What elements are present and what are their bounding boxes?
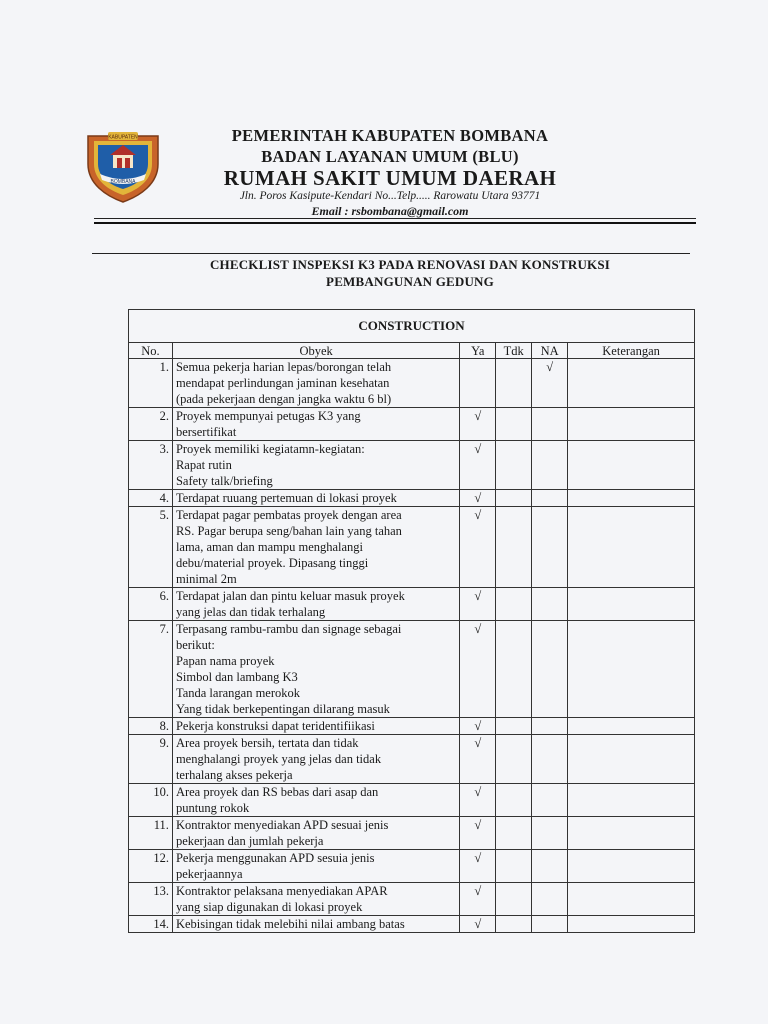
- row-number: 12.: [129, 850, 173, 883]
- row-keterangan: [568, 718, 695, 735]
- obyek-line: Pekerja menggunakan APD sesuia jenis: [175, 851, 375, 865]
- letterhead-address: Jln. Poros Kasipute-Kendari No...Telp..... Rarowatu Utara 93771: [239, 190, 541, 202]
- row-obyek: [172, 588, 459, 621]
- row-obyek: [172, 817, 459, 850]
- obyek-line: terhalang akses pekerja: [175, 768, 293, 782]
- obyek-line: lama, aman dan mampu menghalangi: [175, 540, 364, 554]
- letterhead-government: PEMERINTAH KABUPATEN BOMBANA: [231, 126, 549, 145]
- row-tdk-check: [496, 735, 532, 784]
- row-obyek: [172, 490, 459, 507]
- obyek-line: pekerjaan dan jumlah pekerja: [175, 834, 324, 848]
- emblem-top-text: KABUPATEN: [108, 134, 138, 141]
- obyek-line: Terpasang rambu-rambu dan signage sebagai: [175, 622, 402, 636]
- obyek-line: mendapat perlindungan jaminan kesehatan: [175, 376, 390, 390]
- row-ya-check: √: [460, 588, 496, 621]
- obyek-line: minimal 2m: [175, 572, 237, 586]
- row-obyek: [172, 718, 459, 735]
- row-ya-check: √: [460, 735, 496, 784]
- obyek-line: menghalangi proyek yang jelas dan tidak: [175, 752, 382, 766]
- row-na-check: [532, 916, 568, 933]
- row-ya-check: √: [460, 883, 496, 916]
- row-tdk-check: [496, 507, 532, 588]
- row-number: 7.: [129, 621, 173, 718]
- row-number: 4.: [129, 490, 173, 507]
- col-header-tdk: Tdk: [496, 343, 532, 359]
- table-row: [129, 817, 695, 850]
- obyek-line: Yang tidak berkepentingan dilarang masuk: [175, 702, 390, 716]
- row-ya-check: √: [460, 916, 496, 933]
- table-section-title: CONSTRUCTION: [129, 310, 695, 343]
- row-number: 8.: [129, 718, 173, 735]
- row-tdk-check: [496, 850, 532, 883]
- obyek-line: Kontraktor menyediakan APD sesuai jenis: [175, 818, 389, 832]
- row-tdk-check: [496, 817, 532, 850]
- row-keterangan: [568, 408, 695, 441]
- row-ya-check: √: [460, 507, 496, 588]
- row-obyek: [172, 850, 459, 883]
- table-row: [129, 441, 695, 490]
- row-ya-check: [460, 359, 496, 408]
- row-keterangan: [568, 621, 695, 718]
- row-na-check: [532, 718, 568, 735]
- row-ya-check: √: [460, 718, 496, 735]
- row-obyek: [172, 441, 459, 490]
- row-obyek: [172, 784, 459, 817]
- row-na-check: [532, 883, 568, 916]
- obyek-line: pekerjaannya: [175, 867, 243, 881]
- row-number: 3.: [129, 441, 173, 490]
- row-keterangan: [568, 916, 695, 933]
- row-na-check: [532, 817, 568, 850]
- row-keterangan: [568, 784, 695, 817]
- document-title-line2: PEMBANGUNAN GEDUNG: [326, 274, 494, 289]
- table-row: [129, 735, 695, 784]
- row-keterangan: [568, 817, 695, 850]
- row-obyek: [172, 916, 459, 933]
- letterhead-hospital: RUMAH SAKIT UMUM DAERAH: [223, 166, 557, 190]
- letterhead-email: [170, 204, 610, 219]
- row-ya-check: √: [460, 850, 496, 883]
- row-keterangan: [568, 441, 695, 490]
- obyek-line: (pada pekerjaan dengan jangka waktu 6 bl): [175, 392, 392, 406]
- table-row: [129, 507, 695, 588]
- obyek-line: Area proyek dan RS bebas dari asap dan: [175, 785, 379, 799]
- obyek-line: yang jelas dan tidak terhalang: [175, 605, 326, 619]
- table-row: [129, 359, 695, 408]
- col-header-keterangan: Keterangan: [568, 343, 695, 359]
- row-tdk-check: [496, 883, 532, 916]
- row-number: 5.: [129, 507, 173, 588]
- obyek-line: RS. Pagar berupa seng/bahan lain yang tahan: [175, 524, 402, 538]
- row-na-check: [532, 784, 568, 817]
- row-number: 14.: [129, 916, 173, 933]
- row-ya-check: √: [460, 408, 496, 441]
- obyek-line: Papan nama proyek: [175, 654, 275, 668]
- row-keterangan: [568, 490, 695, 507]
- row-tdk-check: [496, 718, 532, 735]
- row-na-check: [532, 621, 568, 718]
- obyek-line: Terdapat pagar pembatas proyek dengan area: [175, 508, 402, 522]
- row-ya-check: √: [460, 817, 496, 850]
- obyek-line: Kontraktor pelaksana menyediakan APAR: [175, 884, 388, 898]
- letterhead-rule-thin: [94, 218, 696, 219]
- email-address: rsbombana@gmail.com: [351, 204, 469, 218]
- row-keterangan: [568, 507, 695, 588]
- obyek-line: bersertifikat: [175, 425, 237, 439]
- obyek-line: Tanda larangan merokok: [175, 686, 301, 700]
- obyek-line: Terdapat ruuang pertemuan di lokasi proyek: [175, 491, 397, 505]
- col-header-na: NA: [532, 343, 568, 359]
- checklist-rows: [129, 359, 695, 933]
- obyek-line: Kebisingan tidak melebihi nilai ambang batas: [175, 917, 405, 931]
- row-number: 2.: [129, 408, 173, 441]
- table-row: [129, 718, 695, 735]
- table-row: [129, 850, 695, 883]
- letterhead-agency: BADAN LAYANAN UMUM (BLU): [261, 147, 519, 166]
- obyek-line: Rapat rutin: [175, 458, 232, 472]
- row-tdk-check: [496, 621, 532, 718]
- letterhead-rule-thick: [94, 222, 696, 224]
- table-row: [129, 883, 695, 916]
- row-tdk-check: [496, 359, 532, 408]
- row-na-check: [532, 507, 568, 588]
- col-header-ya: Ya: [460, 343, 496, 359]
- col-header-obyek: Obyek: [172, 343, 459, 359]
- obyek-line: yang siap digunakan di lokasi proyek: [175, 900, 363, 914]
- col-header-no: No.: [129, 343, 173, 359]
- row-tdk-check: [496, 784, 532, 817]
- row-number: 13.: [129, 883, 173, 916]
- row-ya-check: √: [460, 490, 496, 507]
- email-label: Email :: [311, 204, 349, 218]
- row-na-check: [532, 588, 568, 621]
- row-tdk-check: [496, 490, 532, 507]
- emblem-bottom-text: BOMBANA: [110, 179, 136, 185]
- row-tdk-check: [496, 916, 532, 933]
- table-row: [129, 408, 695, 441]
- row-na-check: √: [532, 359, 568, 408]
- row-na-check: [532, 850, 568, 883]
- row-ya-check: √: [460, 621, 496, 718]
- row-number: 6.: [129, 588, 173, 621]
- row-tdk-check: [496, 441, 532, 490]
- obyek-line: Proyek mempunyai petugas K3 yang: [175, 409, 361, 423]
- row-obyek: [172, 408, 459, 441]
- row-obyek: [172, 621, 459, 718]
- row-number: 1.: [129, 359, 173, 408]
- title-rule: [92, 253, 690, 254]
- row-number: 9.: [129, 735, 173, 784]
- row-tdk-check: [496, 588, 532, 621]
- row-keterangan: [568, 735, 695, 784]
- row-ya-check: √: [460, 784, 496, 817]
- row-obyek: [172, 735, 459, 784]
- row-na-check: [532, 490, 568, 507]
- row-keterangan: [568, 359, 695, 408]
- obyek-line: Proyek memiliki kegiatamn-kegiatan:: [175, 442, 365, 456]
- row-na-check: [532, 408, 568, 441]
- obyek-line: Safety talk/briefing: [175, 474, 273, 488]
- obyek-line: puntung rokok: [175, 801, 250, 815]
- row-keterangan: [568, 588, 695, 621]
- row-obyek: [172, 359, 459, 408]
- obyek-line: Simbol dan lambang K3: [175, 670, 298, 684]
- row-ya-check: √: [460, 441, 496, 490]
- table-row: [129, 916, 695, 933]
- obyek-line: debu/material proyek. Dipasang tinggi: [175, 556, 369, 570]
- obyek-line: Area proyek bersih, tertata dan tidak: [175, 736, 359, 750]
- obyek-line: Semua pekerja harian lepas/borongan telah: [175, 360, 392, 374]
- document-title-line1: CHECKLIST INSPEKSI K3 PADA RENOVASI DAN KONSTRUKSI: [209, 257, 611, 272]
- table-row: [129, 621, 695, 718]
- row-tdk-check: [496, 408, 532, 441]
- row-number: 10.: [129, 784, 173, 817]
- row-obyek: [172, 883, 459, 916]
- table-row: [129, 588, 695, 621]
- row-keterangan: [568, 850, 695, 883]
- row-na-check: [532, 735, 568, 784]
- obyek-line: Terdapat jalan dan pintu keluar masuk proyek: [175, 589, 405, 603]
- obyek-line: berikut:: [175, 638, 215, 652]
- table-row: [129, 784, 695, 817]
- row-obyek: [172, 507, 459, 588]
- row-number: 11.: [129, 817, 173, 850]
- checklist-table: [128, 309, 695, 933]
- bombana-emblem-logo: [84, 130, 162, 204]
- table-row: [129, 490, 695, 507]
- row-na-check: [532, 441, 568, 490]
- row-keterangan: [568, 883, 695, 916]
- obyek-line: Pekerja konstruksi dapat teridentifiikasi: [175, 719, 375, 733]
